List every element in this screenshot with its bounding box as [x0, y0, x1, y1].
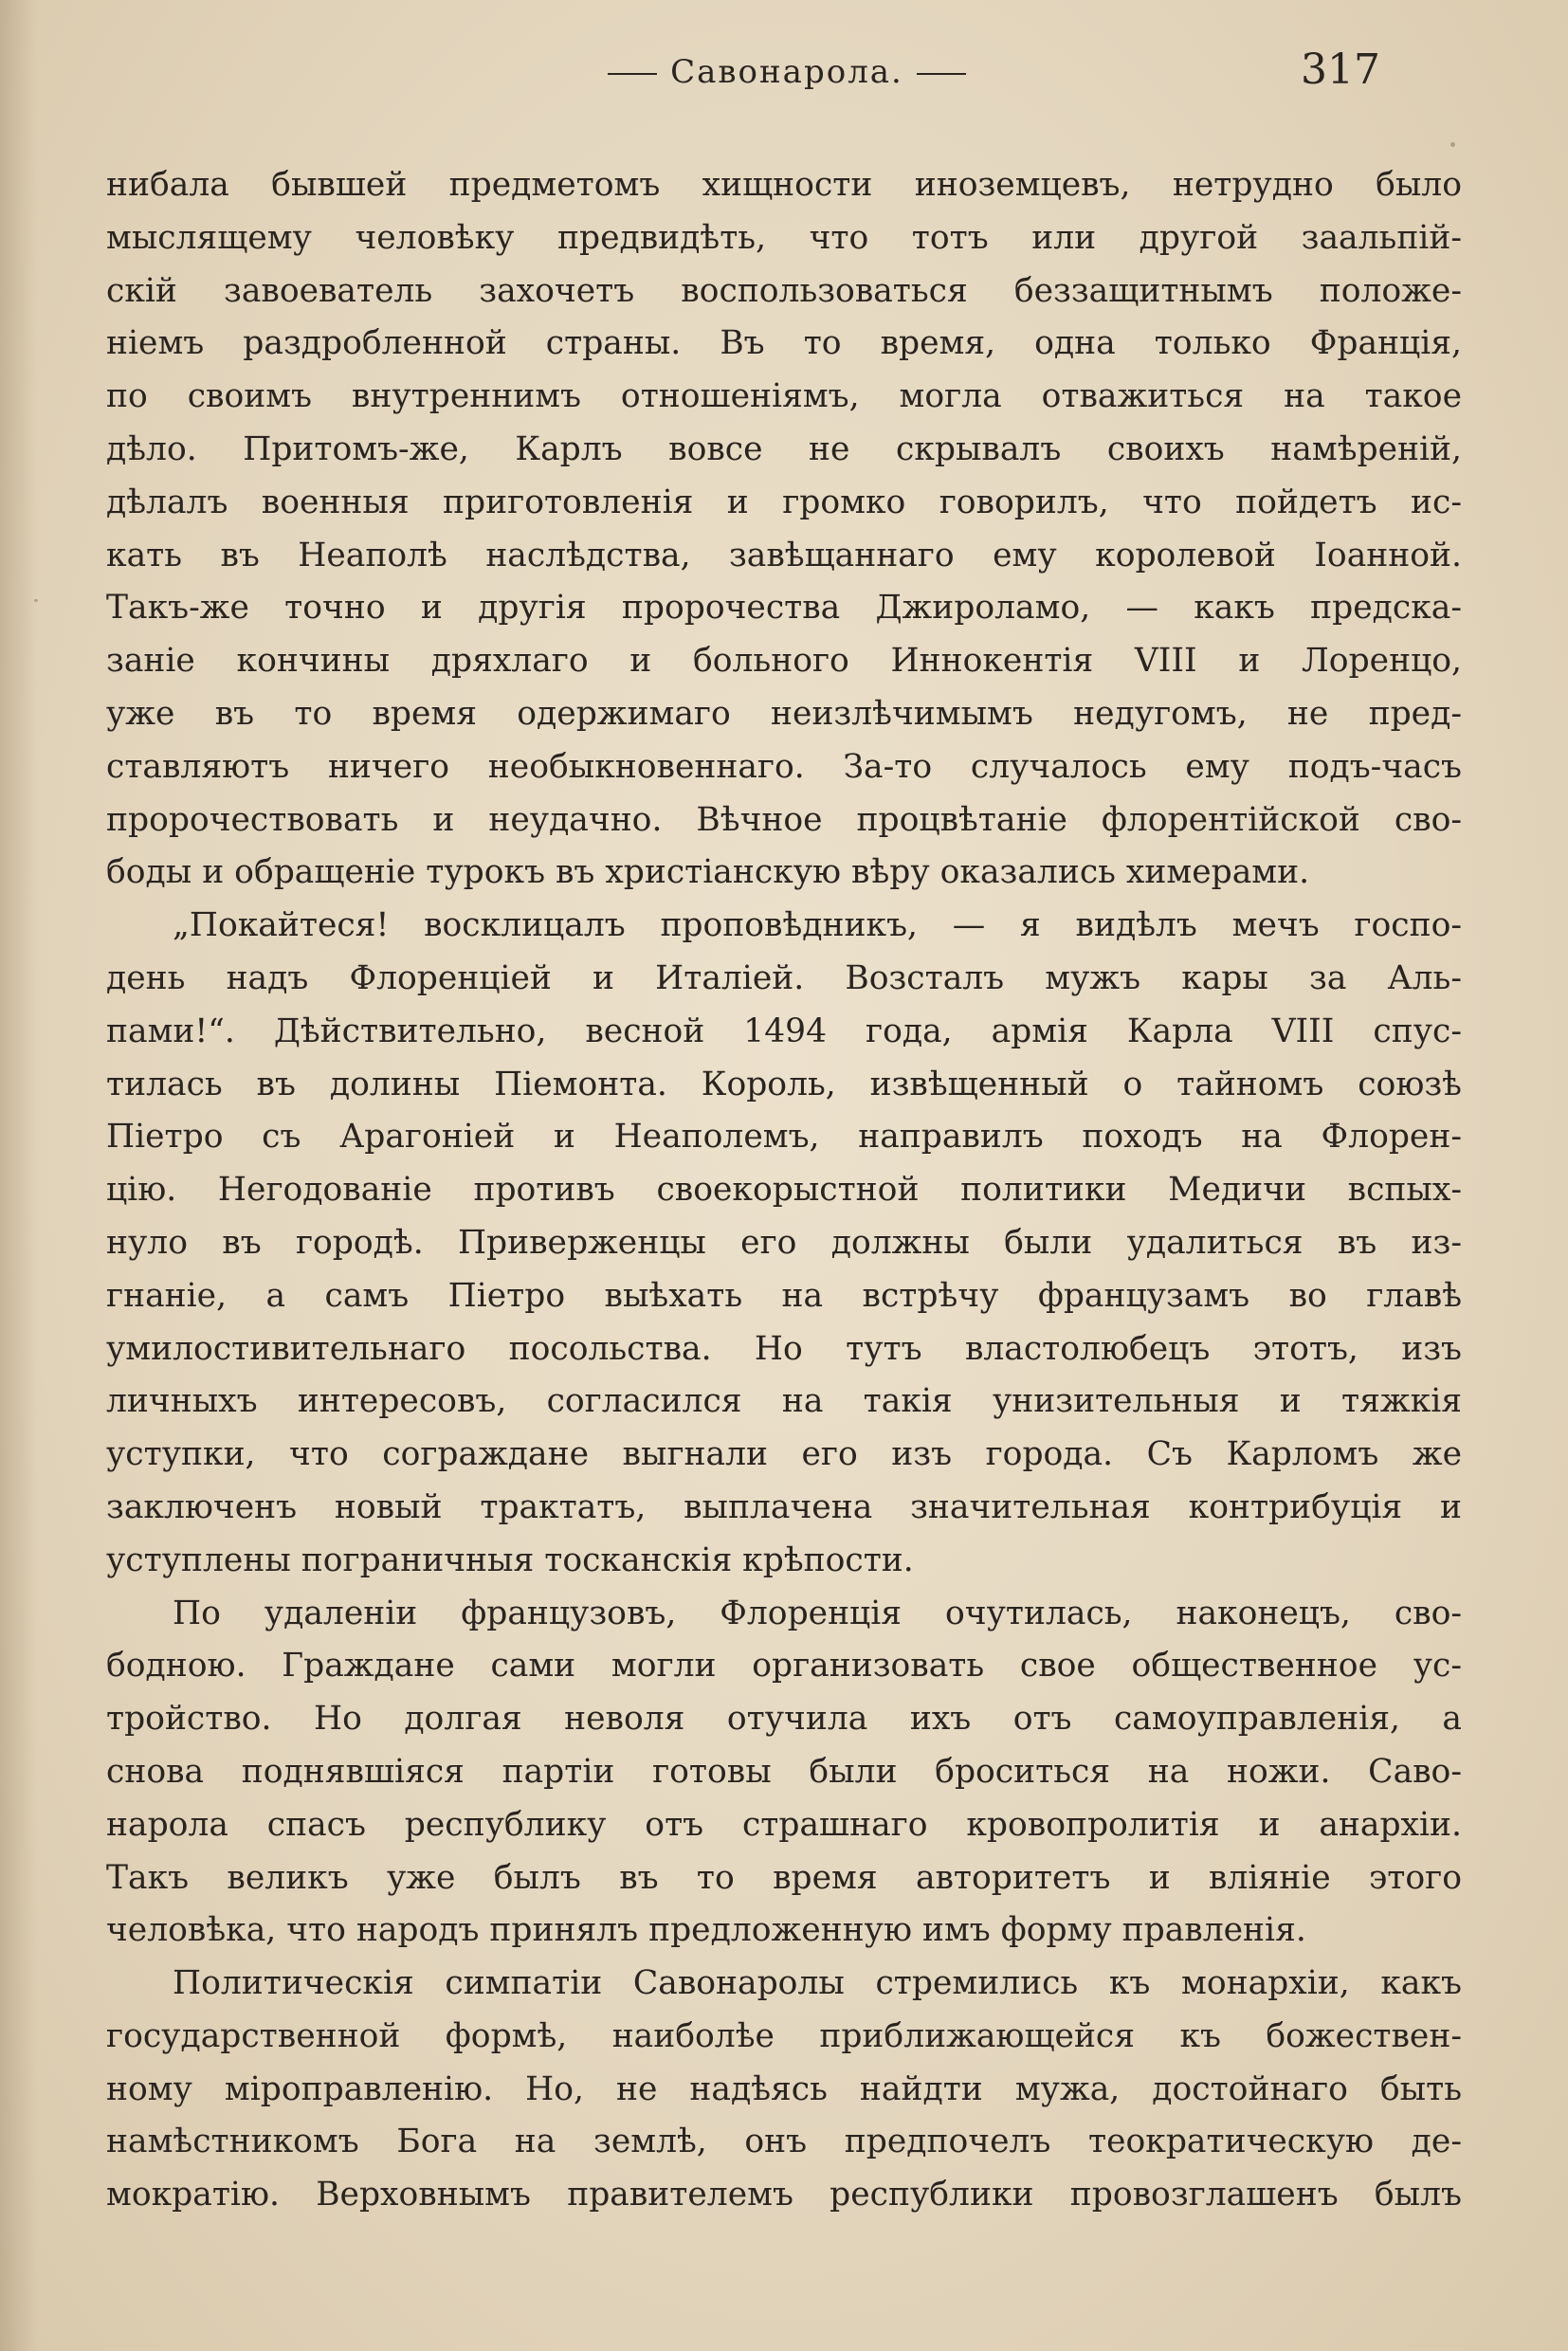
text-line: уступлены пограничныя тосканскія крѣпости.: [106, 1540, 914, 1579]
text-line: Піетро съ Арагоніей и Неаполемъ, направилъ походъ на Флорен-: [106, 1118, 1462, 1157]
text-line: Такъ-же точно и другія пророчества Джироламо, — какъ предска-: [106, 589, 1462, 628]
paper-speck: [34, 599, 38, 602]
text-line: „Покайтеся! восклицалъ проповѣдникъ, — я видѣлъ мечъ госпо-: [173, 906, 1462, 945]
running-head: [0, 46, 1568, 112]
text-line: мократію. Верховнымъ правителемъ республики провозглашенъ былъ: [106, 2176, 1462, 2214]
body-text: [106, 159, 1462, 2222]
left-dash-rule: [608, 73, 657, 75]
paper-speck: [1450, 142, 1455, 147]
text-line: умилостивительнаго посольства. Но тутъ властолюбецъ этотъ, изъ: [106, 1329, 1462, 1368]
text-line: заключенъ новый трактатъ, выплачена значительная контрибуція и: [106, 1487, 1462, 1526]
text-line: тройство. Но долгая неволя отучила ихъ отъ самоуправленія, а: [106, 1700, 1462, 1739]
text-line: ставляютъ ничего необыкновеннаго. За-то случалось ему подъ-часъ: [106, 747, 1462, 786]
right-dash-rule: [917, 73, 966, 75]
text-line: заніе кончины дряхлаго и больного Иннокентія VIII и Лоренцо,: [106, 642, 1462, 681]
text-line: нибала бывшей предметомъ хищности иноземцевъ, нетрудно было: [106, 166, 1462, 204]
text-line: нарола спасъ республику отъ страшнаго кровопролитія и анархіи.: [106, 1805, 1462, 1844]
page-number: 317: [1301, 46, 1380, 94]
running-title: [569, 53, 1005, 91]
text-line: скій завоеватель захочетъ воспользоваться беззащитнымъ положе-: [106, 271, 1462, 310]
text-line: намѣстникомъ Бога на землѣ, онъ предпочелъ теократическую де-: [106, 2123, 1462, 2161]
paragraph-2: [106, 900, 1462, 1587]
text-line: пами!“. Дѣйствительно, весной 1494 года, армія Карла VIII спус-: [106, 1011, 1462, 1050]
text-line: Политическія симпатіи Савонаролы стремились къ монархіи, какъ: [173, 1964, 1462, 2003]
text-line: ному міроправленію. Но, не надѣясь найдти мужа, достойнаго быть: [106, 2069, 1462, 2108]
paragraph-1: [106, 159, 1462, 900]
text-line: уступки, что сограждане выгнали его изъ города. Съ Карломъ же: [106, 1435, 1462, 1474]
text-line: дѣло. Притомъ-же, Карлъ вовсе не скрывалъ своихъ намѣреній,: [106, 429, 1462, 468]
text-line: цію. Негодованіе противъ своекорыстной политики Медичи вспых-: [106, 1171, 1462, 1210]
text-line: гнаніе, а самъ Піетро выѣхать на встрѣчу французамъ во главѣ: [106, 1276, 1462, 1315]
text-line: боды и обращеніе турокъ въ христіанскую вѣру оказались химерами.: [106, 853, 1310, 892]
paragraph-3: [106, 1588, 1462, 1959]
text-line: уже въ то время одержимаго неизлѣчимымъ недугомъ, не пред-: [106, 694, 1462, 733]
text-line: кать въ Неаполѣ наслѣдства, завѣщаннаго ему королевой Іоанной.: [106, 536, 1462, 574]
text-line: личныхъ интересовъ, согласился на такія унизительныя и тяжкія: [106, 1382, 1462, 1421]
text-line: по своимъ внутреннимъ отношеніямъ, могла отважиться на такое: [106, 377, 1462, 416]
text-line: государственной формѣ, наиболѣе приближающейся къ божествен-: [106, 2016, 1462, 2055]
text-line: день надъ Флоренціей и Италіей. Возсталъ мужъ кары за Аль-: [106, 958, 1462, 997]
text-line: Такъ великъ уже былъ въ то время авторитетъ и вліяніе этого: [106, 1858, 1462, 1897]
text-line: бодною. Граждане сами могли организовать свое общественное ус-: [106, 1647, 1462, 1686]
text-line: мыслящему человѣку предвидѣть, что тотъ или другой заальпій-: [106, 218, 1462, 257]
text-line: человѣка, что народъ принялъ предложенную имъ форму правленія.: [106, 1911, 1306, 1950]
running-title-text: Савонарола.: [670, 53, 903, 91]
text-line: снова поднявшіяся партіи готовы были броситься на ножи. Саво-: [106, 1752, 1462, 1791]
paragraph-4: [106, 1958, 1462, 2222]
text-line: нуло въ городѣ. Приверженцы его должны были удалиться въ из-: [106, 1223, 1462, 1262]
text-line: пророчествовать и неудачно. Вѣчное процвѣтаніе флорентійской сво-: [106, 800, 1462, 839]
text-line: ніемъ раздробленной страны. Въ то время, одна только Франція,: [106, 324, 1462, 363]
text-line: дѣлалъ военныя приготовленія и громко говорилъ, что пойдетъ ис-: [106, 483, 1462, 521]
text-line: тилась въ долины Піемонта. Король, извѣщенный о тайномъ союзѣ: [106, 1065, 1462, 1103]
text-line: По удаленіи французовъ, Флоренція очутилась, наконецъ, сво-: [173, 1594, 1462, 1632]
